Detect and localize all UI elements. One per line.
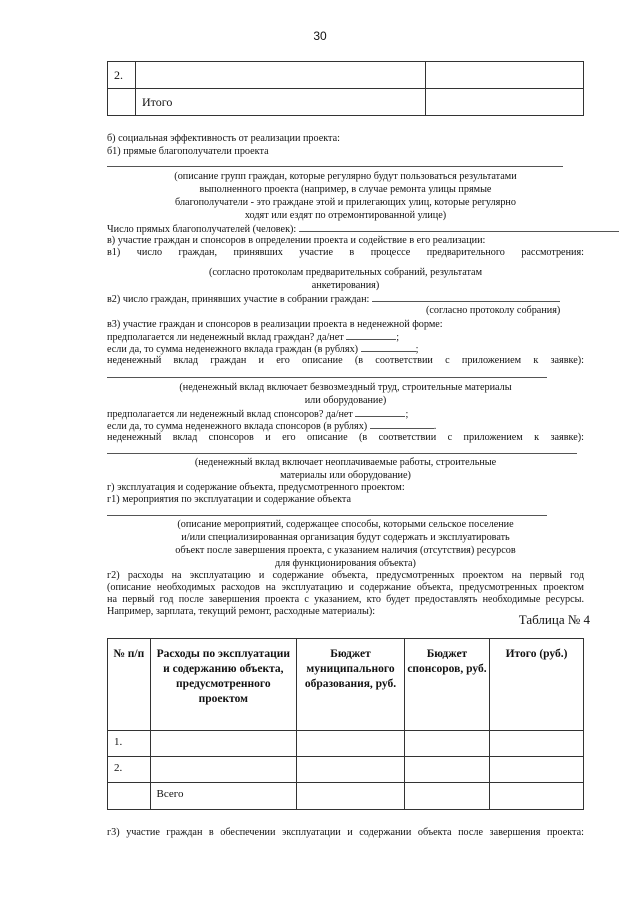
table-row [108, 89, 584, 116]
row-number: 2. [108, 62, 136, 89]
section-v-title: в) участие граждан и спонсоров в определении проекта и содействие в его реализации: [107, 235, 486, 246]
row-name: Всего [150, 783, 297, 810]
v3-q4-field[interactable] [355, 407, 405, 417]
v3-q5: если да, то сумма неденежного вклада спонсоров (в рублях) . [107, 421, 437, 432]
section-g-title: г) эксплуатация и содержание объекта, предусмотренного проектом: [107, 482, 405, 493]
v2-field[interactable] [372, 292, 560, 302]
row-value [404, 783, 489, 810]
g1-note: для функционирования объекта) [275, 558, 416, 569]
row-value [490, 731, 584, 757]
v1-line: в1) число граждан, принявших участие в процессе предварительного рассмотрения: [107, 247, 584, 258]
fill-line [107, 515, 547, 516]
table-row [108, 757, 584, 783]
v2-label: в2) число граждан, принявших участие в собрании граждан: [107, 294, 370, 305]
fill-line [107, 166, 563, 167]
fill-line [107, 453, 577, 454]
g1-note: (описание мероприятий, содержащее способы, которыми сельское поселение [177, 519, 514, 530]
section-b1-title: б1) прямые благополучатели проекта [107, 146, 269, 157]
v1-note: (согласно протоколам предварительных собраний, результатам [208, 267, 483, 278]
v3-q5-label: если да, то сумма неденежного вклада спонсоров (в рублях) [107, 421, 368, 432]
row-number [108, 783, 151, 810]
count-field[interactable] [299, 222, 619, 232]
v3-q5-field[interactable] [370, 419, 434, 429]
g2-para: (описание необходимых расходов на эксплуатацию и содержание объекта, предусмотренных проектом [107, 582, 584, 593]
b1-note: благополучатели - это граждане этой и прилегающих улиц, которые регулярно [175, 197, 516, 208]
b1-note: ходят или ездят по отремонтированной улице) [244, 210, 447, 221]
row-number [108, 89, 136, 116]
v3-q4-label: предполагается ли неденежный вклад спонсоров? да/нет [107, 409, 353, 420]
v3-q6: неденежный вклад спонсоров и его описание (в соответствии с приложением к заявке): [107, 432, 584, 443]
v3-q2-field[interactable] [361, 342, 416, 352]
col-header: Бюджет спонсоров, руб. [404, 639, 489, 731]
v3-note1: или оборудование) [304, 395, 387, 406]
v3-q1-label: предполагается ли неденежный вклад граждан? да/нет [107, 332, 344, 343]
row-value [490, 757, 584, 783]
table-row [108, 731, 584, 757]
row-name [135, 62, 425, 89]
expenses-table [107, 638, 584, 810]
g2-last: Например, зарплата, текущий ремонт, расходные материалы): [107, 606, 376, 617]
table-row [108, 62, 584, 89]
b1-count-label: Число прямых благополучателей (человек): [107, 224, 297, 235]
v2-note: (согласно протоколу собрания) [426, 305, 561, 316]
row-name: Итого [135, 89, 425, 116]
row-value [297, 757, 405, 783]
col-header: Расходы по эксплуатации и содержанию объекта, предусмотренного проектом [150, 639, 297, 731]
summary-table [107, 61, 584, 116]
row-name [150, 731, 297, 757]
v3-line: в3) участие граждан и спонсоров в реализации проекта в неденежной форме: [107, 319, 443, 330]
row-number: 1. [108, 731, 151, 757]
row-value [297, 731, 405, 757]
row-value [297, 783, 405, 810]
g1-note: и/или специализированная организация будут содержать и эксплуатировать [181, 532, 510, 543]
v3-q3: неденежный вклад граждан и его описание (в соответствии с приложением к заявке): [107, 355, 584, 366]
g3-line: г3) участие граждан в обеспечении эксплуатации и содержании объекта после завершения проекта: [107, 827, 584, 838]
section-g1-title: г1) мероприятия по эксплуатации и содержание объекта [107, 494, 352, 505]
v3-q1-field[interactable] [346, 330, 396, 340]
row-value [404, 757, 489, 783]
row-value [426, 62, 584, 89]
v1-note: анкетирования) [311, 280, 380, 291]
v3-note2: (неденежный вклад включает неоплачиваемые работы, строительные [194, 457, 497, 468]
v3-q1: предполагается ли неденежный вклад граждан? да/нет ; [107, 332, 400, 343]
table4-caption: Таблица № 4 [518, 612, 590, 627]
v3-note1: (неденежный вклад включает безвозмездный труд, строительные материалы [179, 382, 512, 393]
b1-note: (описание групп граждан, которые регулярно будут пользоваться результатами [174, 171, 517, 182]
col-header: Бюджет муниципального образования, руб. [297, 639, 405, 731]
page-number: 30 [313, 29, 327, 43]
section-b-title: б) социальная эффективность от реализации проекта: [107, 133, 340, 144]
row-value [490, 783, 584, 810]
row-name [150, 757, 297, 783]
table-header-row [108, 639, 584, 731]
col-header: Итого (руб.) [490, 639, 584, 731]
v3-q4: предполагается ли неденежный вклад спонсоров? да/нет ; [107, 409, 409, 420]
g1-note: объект после завершения проекта, с указанием наличия (отсутствия) ресурсов [175, 545, 516, 556]
v3-q2-label: если да, то сумма неденежного вклада граждан (в рублях) [107, 344, 359, 355]
fill-line [107, 377, 547, 378]
row-value [426, 89, 584, 116]
row-value [404, 731, 489, 757]
v3-note2: материалы или оборудование) [280, 470, 411, 481]
col-header: № п/п [108, 639, 151, 731]
table-row [108, 783, 584, 810]
g2-para: г2) расходы на эксплуатацию и содержание объекта, предусмотренных проектом на первый год [107, 570, 584, 581]
v3-q2: если да, то сумма неденежного вклада граждан (в рублях) ; [107, 344, 419, 355]
b1-note: выполненного проекта (например, в случае ремонта улицы прямые [199, 184, 492, 195]
g2-para: на первый год после завершения проекта с указанием, кто будет предоставлять необходимые ресурсы. [107, 594, 584, 605]
row-number: 2. [108, 757, 151, 783]
